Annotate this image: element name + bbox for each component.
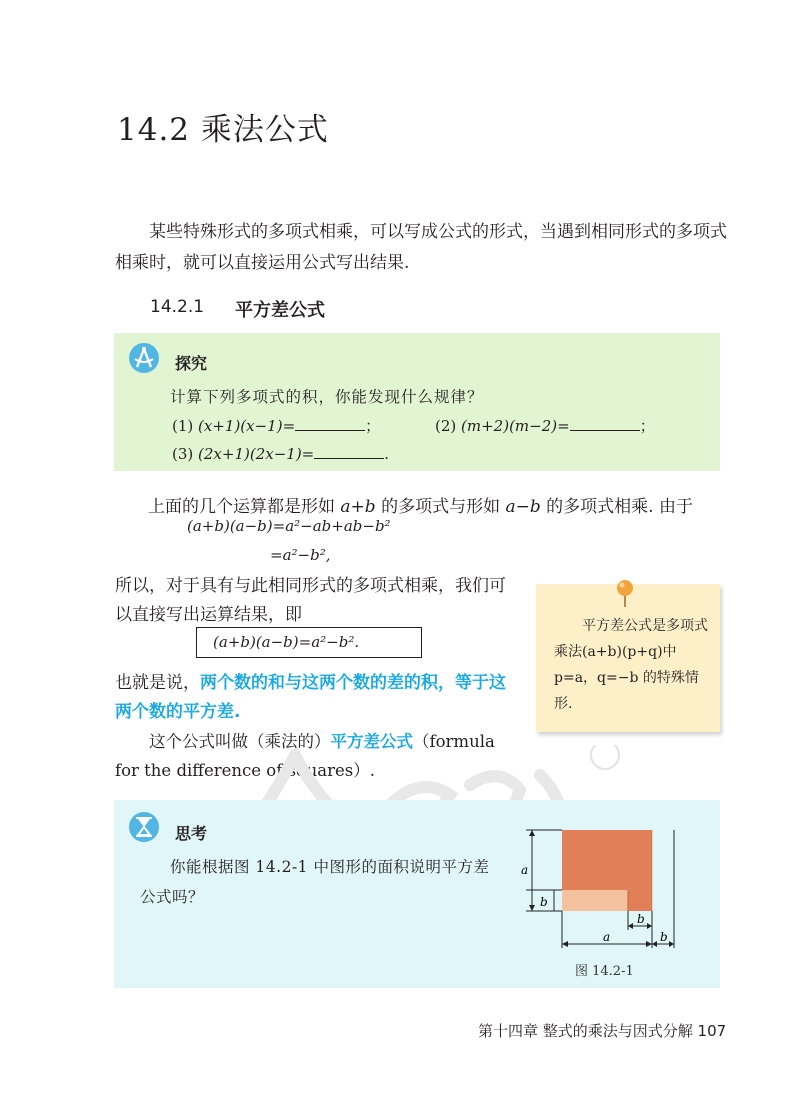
figure-label-b-vertical: b [540,895,548,909]
section-title: 14.2 乘法公式 [117,112,329,148]
p1-text-b: 的多项式与形如 [381,497,501,517]
exercise-1-blank [295,416,365,431]
p1-math-1: a+b [340,497,376,517]
formula-box: (a+b)(a−b)=a²−b². [196,627,422,658]
exercise-3-end: . [384,445,390,463]
paragraph-2: 所以，对于具有与此相同形式的多项式相乘，我们可以直接写出运算结果，即 [115,576,506,625]
think-question: 你能根据图 14.2-1 中图形的面积说明平方差公式吗？ [140,858,490,906]
exercise-2-expr: (m+2)(m−2)= [461,417,570,435]
explore-label: 探究 [175,354,208,373]
exercise-1-end: ； [365,417,381,435]
paragraph-3 [115,669,507,727]
figure-caption: 图 14.2-1 [575,964,634,979]
figure-corner-piece [628,890,652,911]
exercise-2-tag: (2) [435,417,457,435]
exercise-1-tag: (1) [172,417,194,435]
p1-text-a: 上面的几个运算都是形如 [148,497,335,517]
figure-label-a-horizontal: a [603,930,611,944]
think-label: 思考 [175,824,208,843]
figure-14-2-1 [518,820,688,964]
derivation-line-2: =a²−b², [270,546,331,564]
exercise-3 [172,444,389,463]
subsection-number: 14.2.1 [150,297,205,317]
p1-math-2: a−b [505,497,541,517]
p4-highlight: 平方差公式 [330,732,413,751]
exercise-3-tag: (3) [172,445,194,463]
exercise-2 [435,415,655,436]
figure-label-b-outer: b [660,930,668,944]
figure-label-b-inner: b [637,912,645,926]
think-hourglass-icon [129,812,159,842]
p4-text-b: （formula for the difference of squares）. [115,732,495,780]
exercise-2-end: ； [639,417,655,435]
exercise-2-blank [570,416,640,431]
subsection-title: 平方差公式 [235,300,325,321]
p3-text: 也就是说， [115,673,200,693]
paragraph-1 [148,492,693,517]
explore-compass-icon [129,343,159,373]
p1-text-c: 的多项式相乘. 由于 [546,497,693,517]
pushpin-icon [614,578,636,612]
exercise-3-blank [314,444,384,459]
figure-inner-square [562,830,628,890]
exercise-3-expr: (2x+1)(2x−1)= [198,445,315,463]
side-note-text: 平方差公式是多项式乘法(a+b)(p+q)中 p=a，q=−b 的特殊情形. [554,618,708,712]
exercise-1-expr: (x+1)(x−1)= [198,417,296,435]
exercise-1 [172,415,380,436]
derivation-line-1: (a+b)(a−b)=a²−ab+ab−b² [187,517,391,535]
figure-label-a-vertical: a [521,863,529,877]
explore-question: 计算下列多项式的积，你能发现什么规律？ [170,388,484,406]
p4-text-a: 这个公式叫做（乘法的） [149,732,331,751]
p3-highlight: 两个数的和与这两个数的差的积，等于这两个数的平方差. [115,673,506,722]
intro-paragraph: 某些特殊形式的多项式相乘，可以写成公式的形式，当遇到相同形式的多项式相乘时，就可以直接运用公式写出结果. [115,222,727,273]
page-footer: 第十四章 整式的乘法与因式分解 107 [478,1022,727,1040]
